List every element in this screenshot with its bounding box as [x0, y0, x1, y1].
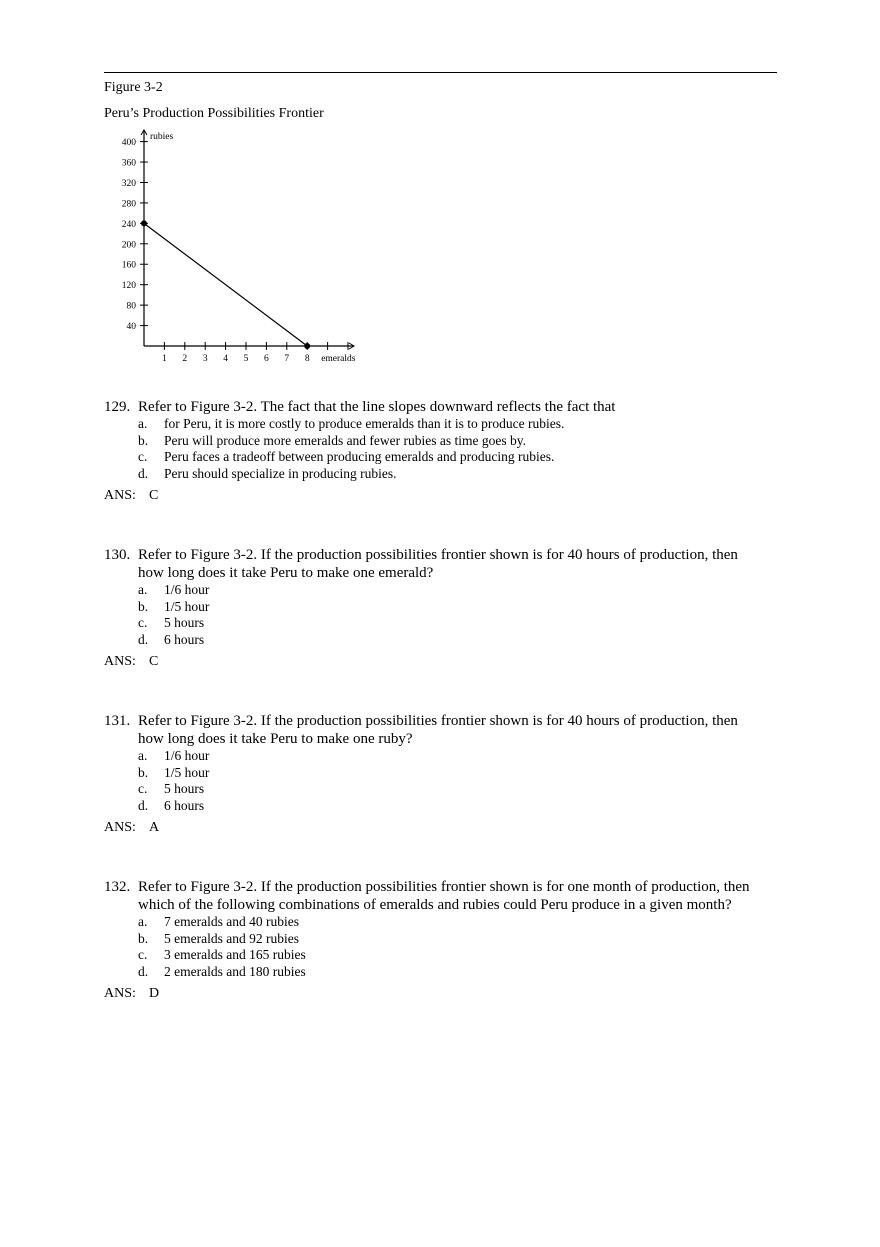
figure-title: Peru’s Production Possibilities Frontier: [104, 106, 324, 121]
question-number: 132.: [104, 879, 131, 895]
choice-d: [138, 964, 764, 981]
x-axis-label: emeralds: [321, 354, 356, 364]
y-tick-label: 320: [121, 178, 136, 189]
choice-b: [138, 931, 764, 948]
choice-a: [138, 416, 764, 433]
choice-text: 6 hours: [164, 631, 205, 647]
y-tick-label: 240: [121, 219, 136, 230]
y-tick-label: 160: [121, 260, 136, 271]
choice-c: [138, 615, 764, 632]
y-tick-label: 360: [121, 158, 136, 169]
choice-letter: a.: [138, 914, 148, 929]
answer-label: ANS:: [104, 488, 136, 504]
choice-d: [138, 466, 764, 483]
choice-text: 3 emeralds and 165 rubies: [164, 947, 306, 963]
x-tick-label: 2: [182, 354, 188, 364]
question-text: Refer to Figure 3-2. If the production possibilities frontier shown is for 40 hours of production, then how long does it take Peru to make one ruby?: [138, 713, 738, 747]
answer-line: [104, 487, 764, 505]
choice-b: [138, 433, 764, 450]
y-axis-label: rubies: [150, 132, 174, 142]
choice-letter: d.: [138, 963, 149, 979]
choice-letter: a.: [138, 582, 148, 597]
question-number: 129.: [104, 399, 131, 415]
x-tick-label: 3: [202, 354, 208, 364]
choice-text: 5 hours: [164, 781, 205, 797]
choice-letter: b.: [138, 432, 149, 448]
x-tick-label: 4: [223, 354, 228, 364]
y-tick-label: 280: [121, 199, 136, 210]
question-129: [104, 398, 764, 505]
answer-value: C: [149, 654, 159, 670]
choice-c: [138, 947, 764, 964]
choice-b: [138, 765, 764, 782]
choice-letter: d.: [138, 797, 149, 813]
choice-c: [138, 449, 764, 466]
choice-list: [104, 416, 764, 482]
choice-text: 1/5 hour: [164, 598, 210, 614]
answer-value: D: [149, 986, 160, 1002]
choice-text: 6 hours: [164, 797, 205, 813]
x-tick-label: 1: [162, 354, 167, 364]
choice-letter: c.: [138, 449, 148, 465]
choice-list: [104, 914, 764, 980]
choice-text: 1/6 hour: [164, 748, 210, 763]
choice-c: [138, 781, 764, 798]
question-stem: [104, 398, 764, 416]
choice-text: 1/6 hour: [164, 582, 210, 597]
choice-a: [138, 582, 764, 599]
choice-letter: d.: [138, 631, 149, 647]
choice-d: [138, 632, 764, 649]
choice-text: 7 emeralds and 40 rubies: [164, 914, 299, 929]
answer-value: A: [149, 820, 160, 836]
question-number: 131.: [104, 713, 131, 729]
ppf-point: [141, 220, 147, 226]
choice-letter: a.: [138, 748, 148, 763]
answer-label: ANS:: [104, 820, 136, 836]
choice-letter: c.: [138, 615, 148, 631]
choice-text: for Peru, it is more costly to produce emeralds than it is to produce rubies.: [164, 416, 565, 431]
choice-letter: c.: [138, 947, 148, 963]
answer-label: ANS:: [104, 654, 136, 670]
choice-a: [138, 914, 764, 931]
choice-text: Peru will produce more emeralds and fewer rubies as time goes by.: [164, 432, 527, 448]
ppf-line: [144, 223, 307, 346]
choice-text: 2 emeralds and 180 rubies: [164, 963, 306, 979]
answer-line: [104, 985, 764, 1003]
choice-text: 5 emeralds and 92 rubies: [164, 930, 299, 946]
answer-line: [104, 653, 764, 671]
choice-b: [138, 599, 764, 616]
choice-letter: b.: [138, 930, 149, 946]
choice-text: Peru should specialize in producing rubies.: [164, 465, 397, 481]
choice-a: [138, 748, 764, 765]
ppf-point: [304, 343, 310, 349]
choice-letter: a.: [138, 416, 148, 431]
y-tick-label: 40: [126, 322, 136, 333]
answer-line: [104, 819, 764, 837]
question-132: [104, 878, 764, 1003]
question-text: Refer to Figure 3-2. If the production possibilities frontier shown is for 40 hours of production, then how long does it take Peru to make one emerald?: [138, 547, 738, 581]
question-stem: [104, 878, 764, 914]
choice-letter: d.: [138, 465, 149, 481]
x-tick-label: 5: [243, 354, 249, 364]
choice-d: [138, 798, 764, 815]
ppf-chart: [104, 124, 374, 374]
question-stem: [104, 546, 764, 582]
choice-letter: c.: [138, 781, 148, 797]
answer-value: C: [149, 488, 159, 504]
header-rule: [104, 72, 777, 73]
choice-text: 5 hours: [164, 615, 205, 631]
question-number: 130.: [104, 547, 131, 563]
question-text: Refer to Figure 3-2. If the production possibilities frontier shown is for one month of production, then which of the following combinations of emeralds and rubies could Peru produce in a given month?: [138, 879, 750, 913]
question-stem: [104, 712, 764, 748]
question-text: Refer to Figure 3-2. The fact that the line slopes downward reflects the fact that: [138, 399, 616, 415]
choice-text: Peru faces a tradeoff between producing emeralds and producing rubies.: [164, 449, 555, 465]
y-tick-label: 200: [121, 240, 136, 251]
choice-text: 1/5 hour: [164, 764, 210, 780]
answer-label: ANS:: [104, 986, 136, 1002]
choice-letter: b.: [138, 764, 149, 780]
x-tick-label: 7: [284, 354, 290, 364]
x-tick-label: 6: [264, 354, 269, 364]
question-130: [104, 546, 764, 671]
choice-list: [104, 748, 764, 814]
y-tick-label: 400: [121, 138, 136, 149]
x-tick-label: 8: [304, 354, 310, 364]
figure-label: Figure 3-2: [104, 80, 163, 95]
y-tick-label: 120: [121, 281, 136, 292]
choice-list: [104, 582, 764, 648]
choice-letter: b.: [138, 598, 149, 614]
y-tick-label: 80: [126, 301, 136, 312]
question-131: [104, 712, 764, 837]
